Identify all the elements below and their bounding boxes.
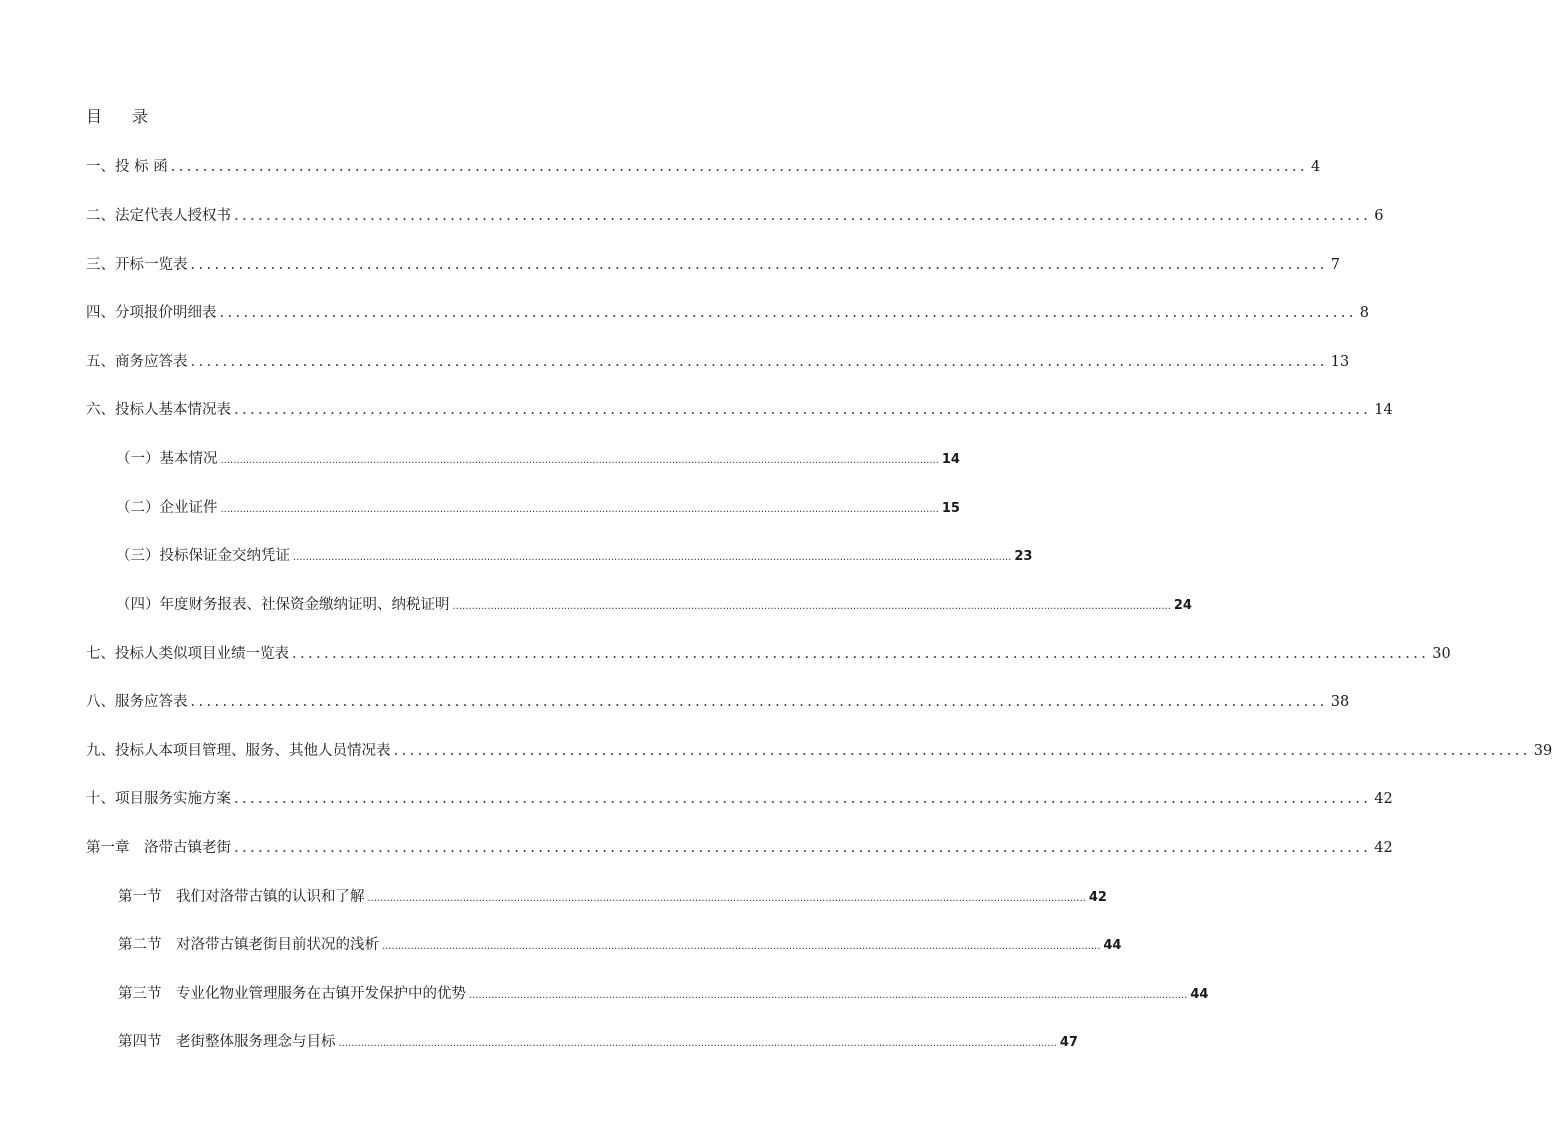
toc-entry-page: 38: [1330, 694, 1350, 710]
toc-entry-page: 44: [1190, 987, 1209, 1002]
toc-leader-dots: ..............................................................................................................................................: [190, 354, 1328, 370]
toc-entry-label: 五、商务应答表: [86, 354, 188, 370]
toc-entry-page: 42: [1374, 840, 1393, 856]
toc-entry-page: 6: [1374, 208, 1384, 224]
toc-entry-label: （四）年度财务报表、社保资金缴纳证明、纳税证明: [116, 597, 450, 613]
toc-entry[interactable]: [86, 350, 1350, 372]
toc-entry-label: （一）基本情况: [116, 451, 218, 467]
toc-leader-dots: ..................................................................................................................................................................................................................................: [220, 504, 939, 515]
toc-entry[interactable]: [86, 204, 1384, 226]
toc-leader-dots: ..................................................................................................................................................................................................................................: [220, 455, 939, 466]
toc-leader-dots: ..................................................................................................................................................................................................................................: [367, 893, 1086, 904]
toc-entry-page: 4: [1311, 159, 1321, 175]
toc-entry-page: 42: [1374, 791, 1393, 807]
toc-entry[interactable]: [86, 398, 1393, 420]
toc-entry-page: 44: [1103, 938, 1122, 953]
toc-leader-dots: ..............................................................................................................................................: [234, 402, 1372, 418]
toc-entry-page: 24: [1173, 598, 1192, 613]
toc-title-right: 录: [132, 107, 149, 126]
toc-entry-label: （三）投标保证金交纳凭证: [116, 548, 290, 564]
toc-leader-dots: ..................................................................................................................................................................................................................................: [469, 990, 1188, 1001]
toc-leader-dots: ..............................................................................................................................................: [170, 159, 1309, 175]
toc-entry-page: 7: [1330, 257, 1341, 273]
toc-entry-sub[interactable]: [116, 593, 1192, 615]
toc-leader-dots: ..............................................................................................................................................: [190, 694, 1328, 710]
toc-entry-page: 14: [1374, 402, 1393, 418]
toc-entry-sub[interactable]: [118, 1030, 1078, 1052]
toc-entry[interactable]: [86, 642, 1451, 664]
toc-entry-label: 第四节 老街整体服务理念与目标: [118, 1034, 336, 1050]
toc-entry-page: 14: [941, 452, 960, 467]
toc-entry-sub[interactable]: [116, 496, 960, 518]
toc-entry-page: 47: [1059, 1035, 1078, 1050]
toc-entry-label: （二）企业证件: [116, 500, 218, 516]
toc-entry-label: 六、投标人基本情况表: [86, 402, 231, 418]
toc-leader-dots: ..............................................................................................................................................: [393, 743, 1531, 759]
toc-entry-label: 九、投标人本项目管理、服务、其他人员情况表: [86, 743, 391, 759]
toc-leader-dots: ..............................................................................................................................................: [292, 646, 1430, 662]
toc-entry[interactable]: [86, 739, 1552, 761]
toc-entry[interactable]: [86, 301, 1370, 323]
toc-leader-dots: ..............................................................................................................................................: [234, 840, 1372, 856]
toc-entry-label: 八、服务应答表: [86, 694, 188, 710]
toc-entry-page: 15: [941, 501, 960, 516]
toc-leader-dots: ..............................................................................................................................................: [190, 257, 1328, 273]
toc-entry-label: 三、开标一览表: [86, 257, 188, 273]
toc-entry-sub[interactable]: [116, 544, 1033, 566]
toc-entry-label: 七、投标人类似项目业绩一览表: [86, 646, 289, 662]
toc-entry[interactable]: [86, 787, 1393, 809]
toc-entry-page: 23: [1014, 549, 1033, 564]
toc-entry-sub[interactable]: [118, 933, 1122, 955]
toc-entry[interactable]: [86, 836, 1393, 858]
toc-entry-label: 第一节 我们对洛带古镇的认识和了解: [118, 889, 365, 905]
toc-entry-label: 第三节 专业化物业管理服务在古镇开发保护中的优势: [118, 986, 466, 1002]
toc-entry[interactable]: [86, 253, 1341, 275]
toc-entry-label: 四、分项报价明细表: [86, 305, 217, 321]
toc-entry-page: 8: [1359, 305, 1370, 321]
toc-entry-page: 30: [1432, 646, 1451, 662]
toc-entry-label: 第一章 洛带古镇老街: [86, 840, 231, 856]
toc-entry-page: 39: [1533, 743, 1552, 759]
toc-leader-dots: ..................................................................................................................................................................................................................................: [338, 1038, 1057, 1049]
toc-entry-sub[interactable]: [118, 982, 1209, 1004]
toc-entry-sub[interactable]: [116, 447, 960, 469]
toc-entry-label: 二、法定代表人授权书: [86, 208, 231, 224]
toc-leader-dots: ..............................................................................................................................................: [234, 791, 1372, 807]
toc-title-left: 目: [86, 107, 103, 126]
toc-leader-dots: ..................................................................................................................................................................................................................................: [452, 601, 1171, 612]
toc-title: [86, 104, 148, 127]
toc-entry-page: 13: [1330, 354, 1350, 370]
toc-leader-dots: ..................................................................................................................................................................................................................................: [293, 552, 1012, 563]
toc-entry-label: 一、投 标 函: [86, 159, 168, 175]
toc-entry[interactable]: [86, 690, 1350, 712]
toc-entry-label: 十、项目服务实施方案: [86, 791, 231, 807]
toc-leader-dots: ..................................................................................................................................................................................................................................: [382, 941, 1101, 952]
toc-entry-page: 42: [1088, 890, 1107, 905]
toc-entry[interactable]: [86, 155, 1321, 177]
toc-entry-sub[interactable]: [118, 885, 1107, 907]
toc-leader-dots: ..............................................................................................................................................: [219, 305, 1357, 321]
toc-entry-label: 第二节 对洛带古镇老街目前状况的浅析: [118, 937, 379, 953]
toc-leader-dots: ..............................................................................................................................................: [234, 208, 1372, 224]
